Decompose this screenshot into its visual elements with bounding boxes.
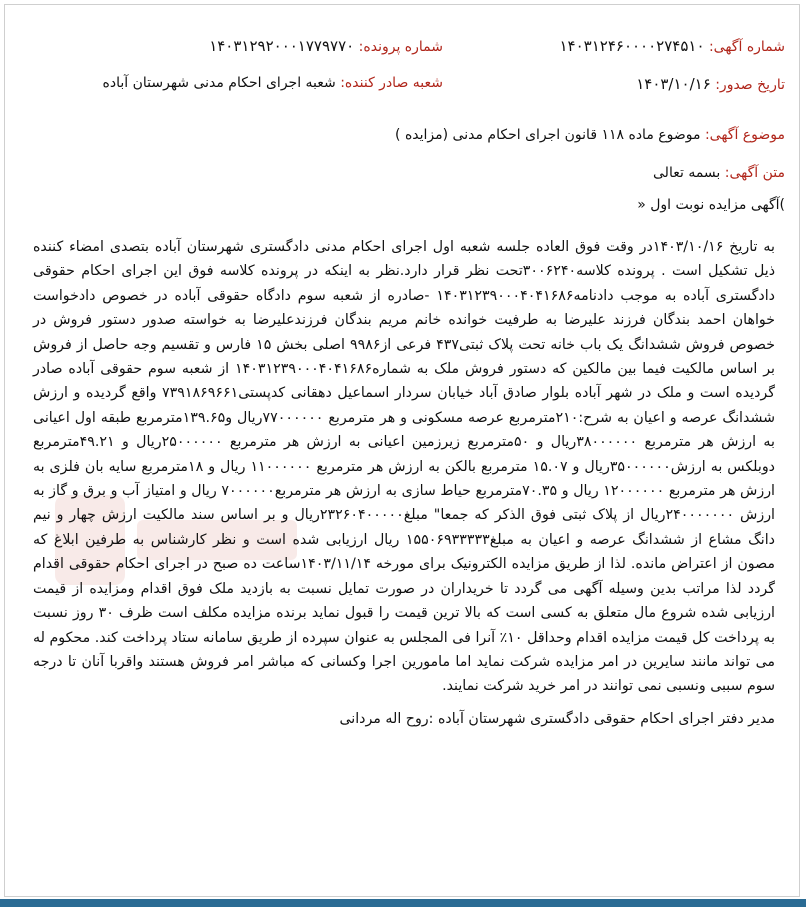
notice-number-row bbox=[559, 37, 785, 55]
notice-body: به تاریخ ۱۴۰۳/۱۰/۱۶در وقت فوق العاده جلسه شعبه اول اجرای احکام مدنی دادگستری شهرستان آباده بتصدی امضاء کننده ذیل تشکیل است . پرونده کلاسه۳۰۰۶۲۴۰تحت نظر قرار دارد.نظر به اینکه در پرونده کلاسه فوق این اجرای احکام حقوقی دادگستری آباده به موجب دادنامه۱۴۰۳۱۲۳۹۰۰۰۴۰۴۱۶۸۶ -صادره از شعبه سوم دادگاه حقوقی آباده در خصوص دادخواست خواهان احمد بندگان فرزند علیرضا به طرفیت خوانده خانم مریم بندگان فرزندعلیرضا به خواسته صدور دستور فروش در خصوص فروش ششدانگ یک باب خانه تحت پلاک ثبتی۴۳۷ فرعی از۹۹۸۶ اصلی بخش ۱۵ فارس و تقسیم وجه حاصل از فروش بر اساس مالکیت فیما بین مالکین که دستور فروش ملک به شماره۱۴۰۳۱۲۳۹۰۰۰۴۰۴۱۶۸۶ از شعبه سوم حقوقی آباده صادر گردیده است و ملک در شهر آباده بلوار صادق آباد خیابان سردار اسماعیل دهقانی کدپستی۷۳۹۱۸۶۹۶۶۱ واقع گردیده و ارزش ششدانگ عرصه و اعیان به شرح:۲۱۰مترمربع عرصه مسکونی و هر مترمربع ۷۷۰۰۰۰۰۰ریال و۱۳۹.۶۵مترمربع طبقه اول اعیانی به ارزش هر مترمربع ۳۸۰۰۰۰۰۰ریال و ۵۰مترمربع زیرزمین اعیانی به ارزش هر مترمربع ۲۵۰۰۰۰۰۰ریال و ۴۹.۲۱مترمربع دوبلکس به ارزش۳۵۰۰۰۰۰۰ریال و ۱۵.۰۷ مترمربع بالکن به ارزش هر مترمربع ۱۱۰۰۰۰۰۰ ریال و ۱۸مترمربع سایه بان فلزی به ارزش هر مترمربع ۱۲۰۰۰۰۰۰ ریال و ۷۰.۳۵مترمربع حیاط سازی به ارزش هر مترمربع۷۰۰۰۰۰۰ ریال و امتیاز آب و برق و گاز به ارزش ۲۴۰۰۰۰۰۰۰ریال از پلاک ثبتی فوق الذکر که جمعا" مبلغ۲۳۲۶۰۴۰۰۰۰۰ریال و بر اساس سند مالکیت ارزش چهار و نیم دانگ مشاع از ششدانگ عرصه و اعیان به مبلغ۱۵۵۰۶۹۳۳۳۳۳ ریال ارزیابی شده است و نظر کارشناس به طرفین ابلاغ که مصون از اعتراض مانده. لذا از طریق مزایده الکترونیک برای مورخه ۱۴۰۳/۱۱/۱۴ساعت ده صبح در اجرای احکام حقوقی اقدام گردد لذا مراتب بدین وسیله آگهی می گردد تا خریداران در صورت تمایل نسبت به بازدید ملک فوق اقدام ومزایده از قیمت ارزیابی شده شروع مال متعلق به کسی است که بالا ترین قیمت را قبول نماید برنده مزایده مکلف است ظرف ۳۰ روز نسبت به پرداخت کل قیمت مزایده اقدام وحداقل ۱۰٪ آنرا فی المجلس به عنوان سپرده از طریق سامانه ستاد پرداخت کند. محکوم له می تواند مانند سایرین در امر مزایده شرکت نماید اما مامورین اجرا وکسانی که مباشر امر فروش هستند واقربا آنان تا درجه سوم سببی ونسبی نمی توانند در امر خرید شرکت نمایند. bbox=[33, 239, 776, 695]
subject: موضوع ماده ۱۱۸ قانون اجرای احکام مدنی (مزایده ) bbox=[395, 127, 701, 143]
file-number: ۱۴۰۳۱۲۹۲۰۰۰۱۷۷۹۷۷۰ bbox=[209, 37, 355, 55]
file-number-row bbox=[209, 37, 443, 55]
issuer: شعبه اجرای احکام مدنی شهرستان آباده bbox=[102, 75, 336, 91]
issue-date-row bbox=[636, 75, 785, 93]
text-label: متن آگهی: bbox=[724, 165, 785, 181]
issuer-label: شعبه صادر کننده: bbox=[340, 75, 443, 91]
notice-number: ۱۴۰۳۱۲۴۶۰۰۰۰۲۷۴۵۱۰ bbox=[559, 37, 705, 55]
subject-row bbox=[395, 127, 785, 143]
text-label-row bbox=[653, 165, 785, 181]
file-number-label: شماره پرونده: bbox=[358, 39, 443, 55]
notice-signature: مدیر دفتر اجرای احکام حقوقی دادگستری شهرستان آباده :روح اله مردانی bbox=[339, 710, 775, 727]
issuer-row bbox=[103, 75, 443, 91]
text-intro: بسمه تعالی bbox=[653, 165, 721, 181]
notice-page bbox=[4, 4, 800, 897]
bottom-accent-bar bbox=[0, 899, 806, 907]
notice-body-block bbox=[33, 235, 775, 731]
notice-number-label: شماره آگهی: bbox=[708, 39, 785, 55]
issue-date: ۱۴۰۳/۱۰/۱۶ bbox=[636, 75, 711, 93]
issue-date-label: تاریخ صدور: bbox=[715, 77, 785, 93]
notice-heading: )آگهی مزایده نوبت اول « bbox=[637, 197, 785, 213]
subject-label: موضوع آگهی: bbox=[704, 127, 785, 143]
